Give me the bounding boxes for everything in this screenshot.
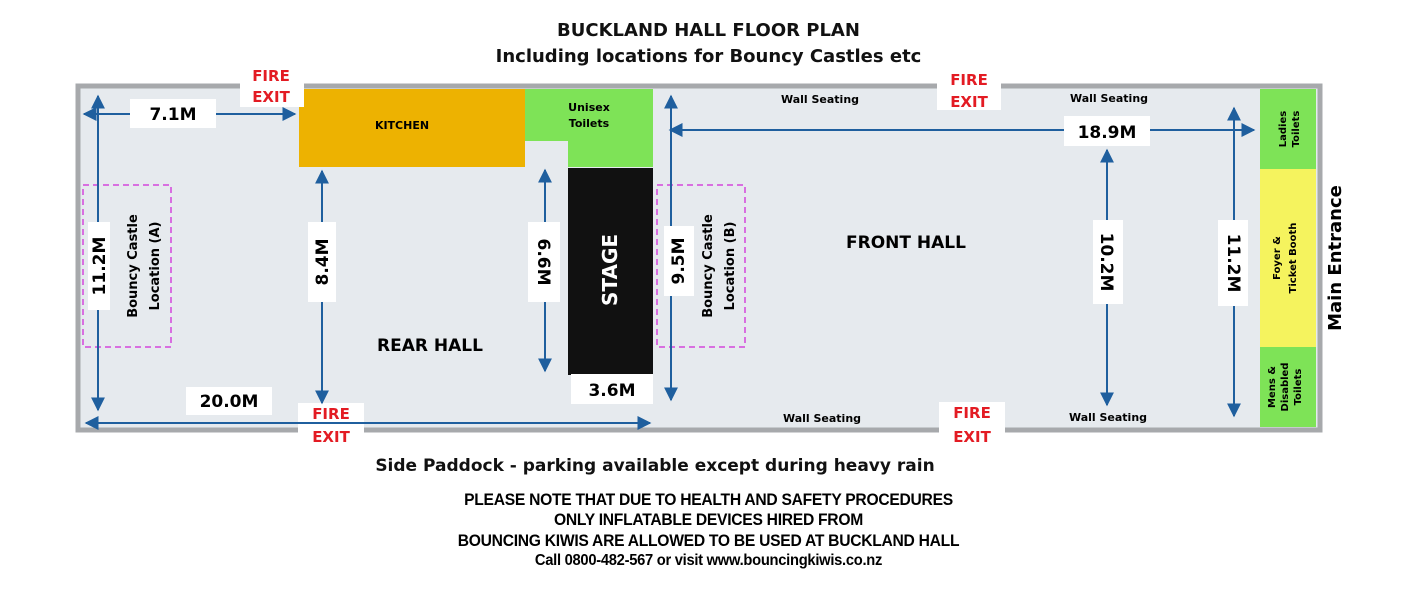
foyer-label-1: Foyer & — [1272, 236, 1283, 280]
main-entrance-label: Main Entrance — [1325, 185, 1346, 331]
floor-plan-title: BUCKLAND HALL FLOOR PLAN — [557, 20, 860, 41]
dim-11-2-left: 11.2M — [90, 236, 110, 296]
mens-toilets-label-2: Disabled — [1280, 362, 1291, 412]
wall-seating-top-1: Wall Seating — [780, 93, 860, 106]
notice-contact: Call 0800-482-567 or visit www.bouncingkiwis.co.nz — [534, 552, 883, 569]
fire-exit-4-line-1: FIRE — [953, 404, 991, 422]
notice-line-2: ONLY INFLATABLE DEVICES HIRED FROM — [554, 510, 863, 529]
dim-8-4: 8.4M — [313, 238, 333, 286]
dim-10-2: 10.2M — [1096, 232, 1116, 292]
mens-toilets-label-3: Toilets — [1293, 368, 1304, 406]
fire-exit-4-line-2: EXIT — [953, 428, 991, 446]
fire-exit-3-line-1: FIRE — [312, 405, 350, 423]
dim-20-0: 20.0M — [199, 392, 259, 412]
bouncy-a-label-1: Bouncy Castle — [126, 214, 141, 318]
mens-toilets-label-1: Mens & — [1267, 365, 1278, 409]
dim-11-2-right: 11.2M — [1223, 233, 1243, 293]
rear-hall-label: REAR HALL — [377, 336, 483, 356]
fire-exit-3-line-2: EXIT — [312, 428, 350, 446]
wall-seating-top-2: Wall Seating — [1069, 92, 1149, 105]
bouncy-b-label-1: Bouncy Castle — [701, 214, 716, 318]
fire-exit-1-line-1: FIRE — [252, 67, 290, 85]
dim-3-6: 3.6M — [588, 381, 636, 401]
dim-6-6: 6.6M — [533, 238, 553, 286]
front-hall-label: FRONT HALL — [846, 233, 966, 253]
unisex-toilets-label-2: Toilets — [568, 117, 610, 130]
bouncy-b-label-2: Location (B) — [723, 221, 738, 311]
notice-line-1: PLEASE NOTE THAT DUE TO HEALTH AND SAFETY PROCEDURES — [464, 490, 953, 509]
floor-plan-subtitle: Including locations for Bouncy Castles etc — [495, 46, 922, 67]
bouncy-a-label-2: Location (A) — [148, 221, 163, 311]
kitchen-label: KITCHEN — [374, 119, 430, 132]
ladies-toilets-label-1: Ladies — [1278, 110, 1289, 148]
wall-seating-bottom-2: Wall Seating — [1068, 411, 1148, 424]
wall-seating-bottom-1: Wall Seating — [782, 412, 862, 425]
fire-exit-2-line-1: FIRE — [950, 71, 988, 89]
fire-exit-1-line-2: EXIT — [252, 88, 290, 106]
ladies-toilets-label-2: Toilets — [1291, 110, 1302, 148]
fire-exit-2-line-2: EXIT — [950, 93, 988, 111]
notice-line-3: BOUNCING KIWIS ARE ALLOWED TO BE USED AT BUCKLAND HALL — [457, 531, 960, 550]
dim-7-1: 7.1M — [149, 105, 197, 125]
dim-18-9: 18.9M — [1077, 123, 1137, 143]
dim-9-5: 9.5M — [669, 237, 689, 285]
unisex-toilets-label-1: Unisex — [568, 101, 610, 114]
stage-label: STAGE — [598, 233, 622, 307]
foyer-label-2: Ticket Booth — [1288, 222, 1299, 294]
side-paddock-note: Side Paddock - parking available except during heavy rain — [375, 456, 935, 476]
